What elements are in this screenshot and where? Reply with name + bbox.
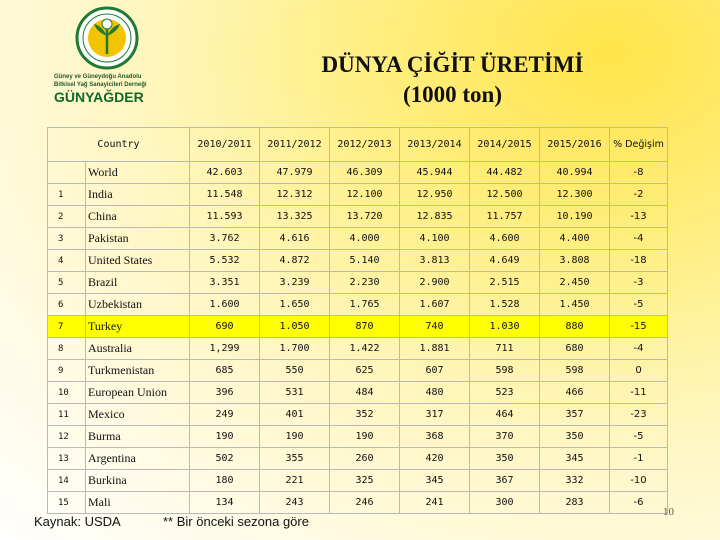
country-cell: Burma bbox=[86, 426, 190, 448]
value-cell: 370 bbox=[470, 426, 540, 448]
value-cell: 368 bbox=[400, 426, 470, 448]
value-cell: 880 bbox=[540, 316, 610, 338]
value-cell: 317 bbox=[400, 404, 470, 426]
header-year: 2011/2012 bbox=[260, 128, 330, 162]
change-cell: -5 bbox=[610, 426, 668, 448]
country-cell: China bbox=[86, 206, 190, 228]
value-cell: 1.881 bbox=[400, 338, 470, 360]
country-cell: Brazil bbox=[86, 272, 190, 294]
value-cell: 12.300 bbox=[540, 184, 610, 206]
country-cell: Argentina bbox=[86, 448, 190, 470]
value-cell: 10.190 bbox=[540, 206, 610, 228]
header-year: 2014/2015 bbox=[470, 128, 540, 162]
country-cell: Uzbekistan bbox=[86, 294, 190, 316]
table-row bbox=[48, 338, 668, 360]
header-year: 2012/2013 bbox=[330, 128, 400, 162]
table-row bbox=[48, 228, 668, 250]
value-cell: 12.835 bbox=[400, 206, 470, 228]
rank-cell: 7 bbox=[48, 316, 86, 338]
value-cell: 241 bbox=[400, 492, 470, 514]
table-row bbox=[48, 426, 668, 448]
value-cell: 46.309 bbox=[330, 162, 400, 184]
rank-cell: 13 bbox=[48, 448, 86, 470]
value-cell: 13.720 bbox=[330, 206, 400, 228]
value-cell: 401 bbox=[260, 404, 330, 426]
value-cell: 45.944 bbox=[400, 162, 470, 184]
rank-cell: 4 bbox=[48, 250, 86, 272]
country-cell: India bbox=[86, 184, 190, 206]
value-cell: 480 bbox=[400, 382, 470, 404]
value-cell: 2.450 bbox=[540, 272, 610, 294]
country-cell: Turkmenistan bbox=[86, 360, 190, 382]
table-row bbox=[48, 404, 668, 426]
value-cell: 180 bbox=[190, 470, 260, 492]
value-cell: 221 bbox=[260, 470, 330, 492]
country-cell: Turkey bbox=[86, 316, 190, 338]
country-cell: United States bbox=[86, 250, 190, 272]
value-cell: 1.700 bbox=[260, 338, 330, 360]
cotton-plant-emblem-icon bbox=[52, 6, 162, 106]
country-cell: Australia bbox=[86, 338, 190, 360]
value-cell: 3.762 bbox=[190, 228, 260, 250]
table-row bbox=[48, 294, 668, 316]
table-row bbox=[48, 250, 668, 272]
table-row bbox=[48, 184, 668, 206]
page-title bbox=[300, 50, 605, 110]
value-cell: 332 bbox=[540, 470, 610, 492]
rank-cell: 9 bbox=[48, 360, 86, 382]
change-cell: -23 bbox=[610, 404, 668, 426]
value-cell: 531 bbox=[260, 382, 330, 404]
change-cell: -8 bbox=[610, 162, 668, 184]
table-row bbox=[48, 382, 668, 404]
organization-logo bbox=[52, 6, 162, 106]
value-cell: 1.528 bbox=[470, 294, 540, 316]
value-cell: 685 bbox=[190, 360, 260, 382]
value-cell: 680 bbox=[540, 338, 610, 360]
value-cell: 11.593 bbox=[190, 206, 260, 228]
value-cell: 4.616 bbox=[260, 228, 330, 250]
value-cell: 3.239 bbox=[260, 272, 330, 294]
value-cell: 598 bbox=[540, 360, 610, 382]
value-cell: 1.650 bbox=[260, 294, 330, 316]
table-row bbox=[48, 448, 668, 470]
value-cell: 12.312 bbox=[260, 184, 330, 206]
rank-cell: 10 bbox=[48, 382, 86, 404]
value-cell: 550 bbox=[260, 360, 330, 382]
country-cell: Pakistan bbox=[86, 228, 190, 250]
rank-cell: 14 bbox=[48, 470, 86, 492]
value-cell: 1.765 bbox=[330, 294, 400, 316]
rank-cell: 8 bbox=[48, 338, 86, 360]
value-cell: 598 bbox=[470, 360, 540, 382]
value-cell: 4.649 bbox=[470, 250, 540, 272]
value-cell: 4.400 bbox=[540, 228, 610, 250]
change-cell: -5 bbox=[610, 294, 668, 316]
value-cell: 3.808 bbox=[540, 250, 610, 272]
rank-cell: 5 bbox=[48, 272, 86, 294]
country-cell: European Union bbox=[86, 382, 190, 404]
value-cell: 190 bbox=[260, 426, 330, 448]
value-cell: 870 bbox=[330, 316, 400, 338]
value-cell: 484 bbox=[330, 382, 400, 404]
value-cell: 350 bbox=[470, 448, 540, 470]
value-cell: 2.515 bbox=[470, 272, 540, 294]
table-row bbox=[48, 360, 668, 382]
value-cell: 249 bbox=[190, 404, 260, 426]
value-cell: 13.325 bbox=[260, 206, 330, 228]
rank-cell: 11 bbox=[48, 404, 86, 426]
value-cell: 5.532 bbox=[190, 250, 260, 272]
value-cell: 3.351 bbox=[190, 272, 260, 294]
source-label: Kaynak: USDA bbox=[34, 514, 121, 529]
rank-cell: 12 bbox=[48, 426, 86, 448]
value-cell: 345 bbox=[540, 448, 610, 470]
table-row bbox=[48, 316, 668, 338]
value-cell: 352 bbox=[330, 404, 400, 426]
value-cell: 4.100 bbox=[400, 228, 470, 250]
rank-cell: 6 bbox=[48, 294, 86, 316]
table-row bbox=[48, 272, 668, 294]
value-cell: 464 bbox=[470, 404, 540, 426]
value-cell: 345 bbox=[400, 470, 470, 492]
value-cell: 190 bbox=[190, 426, 260, 448]
value-cell: 523 bbox=[470, 382, 540, 404]
value-cell: 190 bbox=[330, 426, 400, 448]
value-cell: 607 bbox=[400, 360, 470, 382]
footnote: ** Bir önceki sezona göre bbox=[163, 514, 309, 529]
value-cell: 5.140 bbox=[330, 250, 400, 272]
country-cell: Mexico bbox=[86, 404, 190, 426]
change-cell: -2 bbox=[610, 184, 668, 206]
logo-org-line-2: Bitkisel Yağ Sanayicileri Derneği bbox=[54, 82, 147, 88]
title-line-1: DÜNYA ÇİĞİT ÜRETİMİ bbox=[321, 52, 584, 77]
value-cell: 367 bbox=[470, 470, 540, 492]
table-row bbox=[48, 162, 668, 184]
value-cell: 12.500 bbox=[470, 184, 540, 206]
rank-cell: 3 bbox=[48, 228, 86, 250]
rank-cell: 2 bbox=[48, 206, 86, 228]
value-cell: 4.872 bbox=[260, 250, 330, 272]
rank-cell: 1 bbox=[48, 184, 86, 206]
value-cell: 325 bbox=[330, 470, 400, 492]
value-cell: 134 bbox=[190, 492, 260, 514]
value-cell: 2.230 bbox=[330, 272, 400, 294]
value-cell: 12.950 bbox=[400, 184, 470, 206]
value-cell: 1.030 bbox=[470, 316, 540, 338]
change-cell: -18 bbox=[610, 250, 668, 272]
table-row bbox=[48, 470, 668, 492]
value-cell: 44.482 bbox=[470, 162, 540, 184]
change-cell: -13 bbox=[610, 206, 668, 228]
country-cell: Burkina bbox=[86, 470, 190, 492]
value-cell: 711 bbox=[470, 338, 540, 360]
change-cell: -6 bbox=[610, 492, 668, 514]
value-cell: 466 bbox=[540, 382, 610, 404]
value-cell: 260 bbox=[330, 448, 400, 470]
header-year: 2010/2011 bbox=[190, 128, 260, 162]
value-cell: 42.603 bbox=[190, 162, 260, 184]
value-cell: 740 bbox=[400, 316, 470, 338]
change-cell: -10 bbox=[610, 470, 668, 492]
value-cell: 1.607 bbox=[400, 294, 470, 316]
change-cell: -11 bbox=[610, 382, 668, 404]
title-line-2: (1000 ton) bbox=[402, 82, 503, 107]
value-cell: 11.548 bbox=[190, 184, 260, 206]
header-change: % Değişim bbox=[610, 128, 668, 162]
value-cell: 1.050 bbox=[260, 316, 330, 338]
value-cell: 420 bbox=[400, 448, 470, 470]
country-cell: Mali bbox=[86, 492, 190, 514]
value-cell: 12.100 bbox=[330, 184, 400, 206]
value-cell: 2.900 bbox=[400, 272, 470, 294]
logo-brand-text: GÜNYAĞDER bbox=[54, 89, 144, 105]
value-cell: 396 bbox=[190, 382, 260, 404]
country-cell: World bbox=[86, 162, 190, 184]
value-cell: 357 bbox=[540, 404, 610, 426]
value-cell: 1.600 bbox=[190, 294, 260, 316]
value-cell: 4.000 bbox=[330, 228, 400, 250]
value-cell: 47.979 bbox=[260, 162, 330, 184]
value-cell: 246 bbox=[330, 492, 400, 514]
value-cell: 283 bbox=[540, 492, 610, 514]
rank-cell bbox=[48, 162, 86, 184]
value-cell: 1.450 bbox=[540, 294, 610, 316]
value-cell: 3.813 bbox=[400, 250, 470, 272]
value-cell: 11.757 bbox=[470, 206, 540, 228]
value-cell: 1.422 bbox=[330, 338, 400, 360]
value-cell: 502 bbox=[190, 448, 260, 470]
value-cell: 690 bbox=[190, 316, 260, 338]
header-country: Country bbox=[48, 128, 190, 162]
value-cell: 40.994 bbox=[540, 162, 610, 184]
change-cell: -3 bbox=[610, 272, 668, 294]
header-year: 2015/2016 bbox=[540, 128, 610, 162]
value-cell: 350 bbox=[540, 426, 610, 448]
change-cell: -15 bbox=[610, 316, 668, 338]
change-cell: -4 bbox=[610, 338, 668, 360]
change-cell: -4 bbox=[610, 228, 668, 250]
value-cell: 243 bbox=[260, 492, 330, 514]
table-header-row bbox=[48, 128, 668, 162]
value-cell: 625 bbox=[330, 360, 400, 382]
change-cell: 0 bbox=[610, 360, 668, 382]
header-year: 2013/2014 bbox=[400, 128, 470, 162]
value-cell: 355 bbox=[260, 448, 330, 470]
value-cell: 300 bbox=[470, 492, 540, 514]
change-cell: -1 bbox=[610, 448, 668, 470]
table-row bbox=[48, 492, 668, 514]
value-cell: 1,299 bbox=[190, 338, 260, 360]
rank-cell: 15 bbox=[48, 492, 86, 514]
page-number: 10 bbox=[663, 506, 674, 518]
value-cell: 4.600 bbox=[470, 228, 540, 250]
seed-production-table bbox=[47, 127, 668, 514]
table-row bbox=[48, 206, 668, 228]
logo-org-line-1: Güney ve Güneydoğu Anadolu bbox=[54, 74, 142, 80]
